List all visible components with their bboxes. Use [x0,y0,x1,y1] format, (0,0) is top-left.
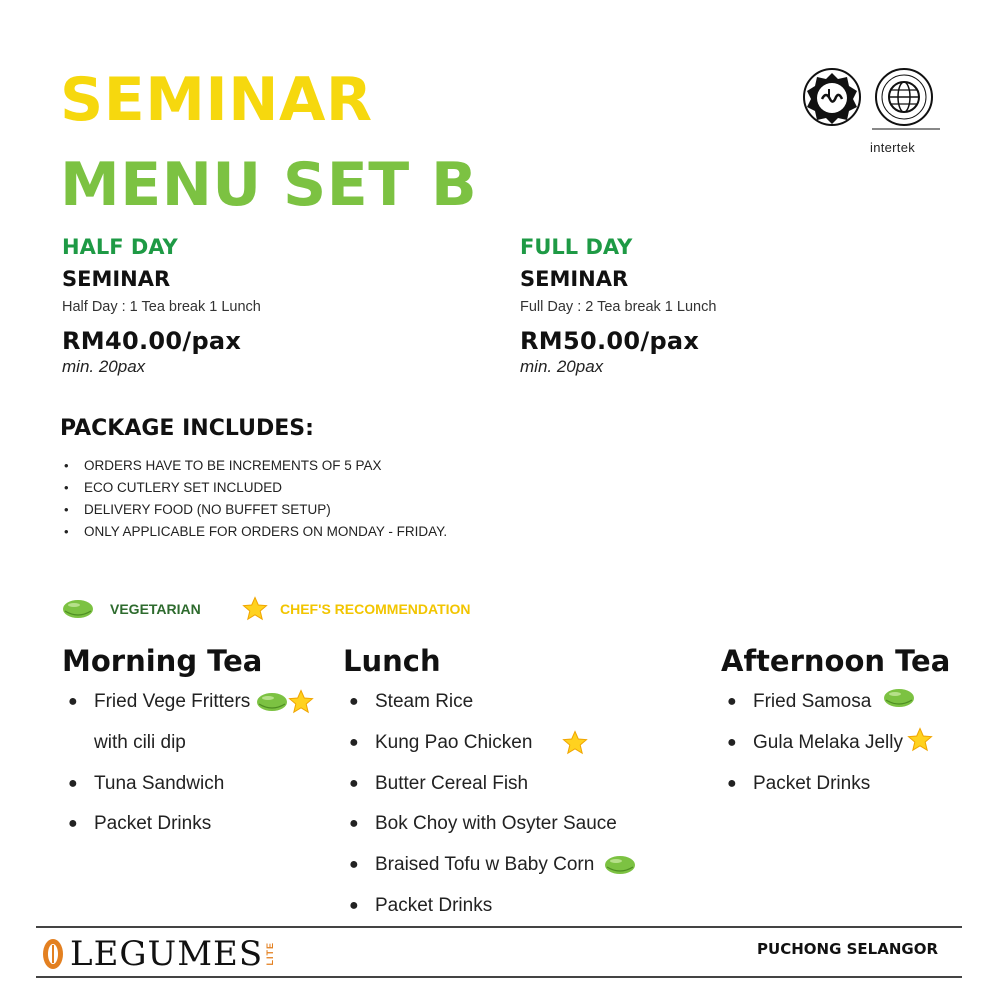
menu-item: ● Steam Rice [343,682,703,723]
includes-item: • ONLY APPLICABLE FOR ORDERS ON MONDAY - FRIDAY. [64,521,447,543]
menu-item-label: Fried Vege Fritters [94,691,251,713]
brand-suffix: LITE [265,942,276,966]
package-description: Half Day : 1 Tea break 1 Lunch [62,298,261,315]
menu-item: ● Packet Drinks [62,804,342,845]
menu-item-label: Fried Samosa [753,691,872,713]
green-bean-icon [883,688,915,708]
includes-title: PACKAGE INCLUDES: [60,416,314,441]
menu-item-label: Packet Drinks [375,894,493,916]
package-name: SEMINAR [520,267,629,292]
location: PUCHONG SELANGOR [757,940,938,958]
menu-item: ● Fried Samosa [721,682,991,723]
menu-item-label: Packet Drinks [94,813,212,835]
full-day-package [520,234,900,377]
menu-item: ● Butter Cereal Fish [343,763,703,804]
section-title: Morning Tea [62,644,263,678]
legend-vegetarian-label: VEGETARIAN [110,601,201,617]
star-icon [242,596,268,622]
menu-item-label: Braised Tofu w Baby Corn [375,854,595,876]
package-name: SEMINAR [62,267,171,292]
afternoon-tea-section [721,643,991,804]
brand-name: LEGUMES [70,934,264,974]
package-price: RM50.00/pax [520,326,700,355]
package-type: FULL DAY [520,235,633,259]
half-day-package [62,234,442,377]
includes-item: • DELIVERY FOOD (NO BUFFET SETUP) [64,499,447,521]
menu-item-label: Gula Melaka Jelly [753,732,903,754]
menu-item: ● Packet Drinks [721,763,991,804]
menu-item: ● Bok Choy with Osyter Sauce [343,804,703,845]
menu-item: ● Braised Tofu w Baby Corn [343,845,703,886]
title-line-1: SEMINAR [60,65,373,135]
menu-item-label: Steam Rice [375,691,474,713]
menu-list [721,682,991,804]
legend-chef-recommendation [242,597,471,621]
menu-item: ● Kung Pao Chicken [343,723,703,764]
includes-list [64,455,447,543]
menu-item: ● Fried Vege Fritters [62,682,342,723]
legend-chef-label: CHEF'S RECOMMENDATION [280,601,471,617]
star-icon [288,689,314,715]
menu-item-label: Bok Choy with Osyter Sauce [375,813,617,835]
green-bean-icon [256,692,288,712]
includes-item: • ECO CUTLERY SET INCLUDED [64,477,447,499]
menu-item-continuation [62,723,342,764]
intertek-logo [872,69,940,129]
package-type: HALF DAY [62,235,178,259]
menu-item-label: Kung Pao Chicken [375,732,533,754]
star-icon [907,727,933,753]
section-title: Lunch [343,644,441,678]
menu-item-label: Tuna Sandwich [94,772,225,794]
menu-item: ● Packet Drinks [343,885,703,926]
halal-logo [804,69,860,125]
package-price: RM40.00/pax [62,326,242,355]
section-title: Afternoon Tea [721,644,951,678]
menu-list [343,682,703,926]
star-icon [562,730,588,756]
menu-item: ● Gula Melaka Jelly [721,723,991,764]
package-minimum: min. 20pax [520,356,604,376]
bean-logo-icon [42,938,64,970]
green-bean-icon [604,855,636,875]
menu-item: ● Tuna Sandwich [62,763,342,804]
legend-vegetarian [62,597,201,621]
brand-logo [42,934,275,974]
lunch-section [343,643,703,926]
title-line-2: MENU SET B [60,150,478,220]
menu-list [62,682,342,845]
package-minimum: min. 20pax [62,356,146,376]
green-bean-icon [62,599,94,619]
menu-item-label: with cili dip [94,732,186,754]
menu-item-label: Butter Cereal Fish [375,772,529,794]
footer-divider-top [36,926,962,928]
includes-item: • ORDERS HAVE TO BE INCREMENTS OF 5 PAX [64,455,447,477]
footer-divider-bottom [36,976,962,978]
menu-item-label: Packet Drinks [753,772,871,794]
morning-tea-section [62,643,342,845]
package-description: Full Day : 2 Tea break 1 Lunch [520,298,717,315]
intertek-label: intertek [870,140,916,155]
